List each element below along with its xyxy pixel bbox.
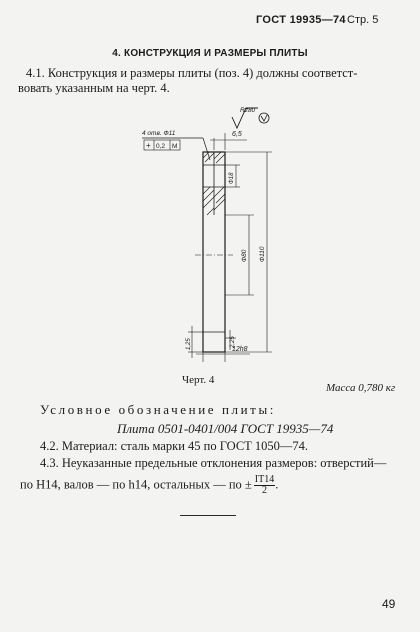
roughness-label: Rz80	[240, 107, 256, 114]
paragraph-4-1-line1: 4.1. Конструкция и размеры плиты (поз. 4) должны соответст-	[26, 66, 358, 80]
footer-rule	[180, 515, 236, 516]
tolerance-modifier: M	[172, 143, 178, 150]
dimension-6-5: 6,5	[232, 131, 242, 138]
tolerance-fraction	[254, 475, 275, 496]
tolerance-symbol: +	[146, 141, 151, 150]
chamfer-dimension-lines	[188, 326, 236, 358]
fraction-denominator: 2	[262, 485, 267, 496]
tolerance-value: 0,2	[156, 143, 166, 150]
section-heading: 4. КОНСТРУКЦИЯ И РАЗМЕРЫ ПЛИТЫ	[112, 48, 308, 59]
paragraph-4-3	[20, 455, 406, 496]
paragraph-4-2: 4.2. Материал: сталь марки 45 по ГОСТ 1050—74.	[40, 439, 309, 453]
fraction-numerator: IT14	[254, 474, 275, 485]
page-label: Стр. 5	[347, 14, 379, 26]
dimension-80: Ф80	[241, 249, 248, 262]
standard-number: ГОСТ 19935—74	[256, 14, 346, 26]
dimension-12h8-lines	[196, 352, 250, 362]
dimension-12h8: 12h8	[232, 346, 248, 353]
paragraph-4-3-line2-text: по H14, валов — по h14, остальных — по ±	[20, 477, 252, 492]
designation-value: Плита 0501-0401/004 ГОСТ 19935—74	[117, 421, 334, 436]
dimension-110: Ф110	[259, 246, 266, 262]
holes-callout: 4 отв. Ф11	[142, 130, 176, 137]
page-number: 49	[382, 597, 396, 611]
dimension-1-25: 1,25	[186, 338, 192, 350]
mass-label: Масса 0,780 кг	[326, 382, 396, 394]
plate-outline	[203, 152, 225, 352]
paragraph-4-3-line1: 4.3. Неуказанные предельные отклонения размеров: отверстий—	[40, 456, 387, 470]
designation-label: Условное обозначение плиты:	[40, 402, 277, 417]
dimension-18: Ф18	[229, 172, 235, 184]
paragraph-4-1-line2: вовать указанным на черт. 4.	[18, 81, 170, 95]
dimension-2-25: 2,25	[230, 336, 236, 348]
paragraph-4-3-line2: по H14, валов — по h14, остальных — по ± $\frac{IT14}{2}$ .	[20, 474, 279, 496]
figure-caption: Черт. 4	[182, 374, 215, 386]
